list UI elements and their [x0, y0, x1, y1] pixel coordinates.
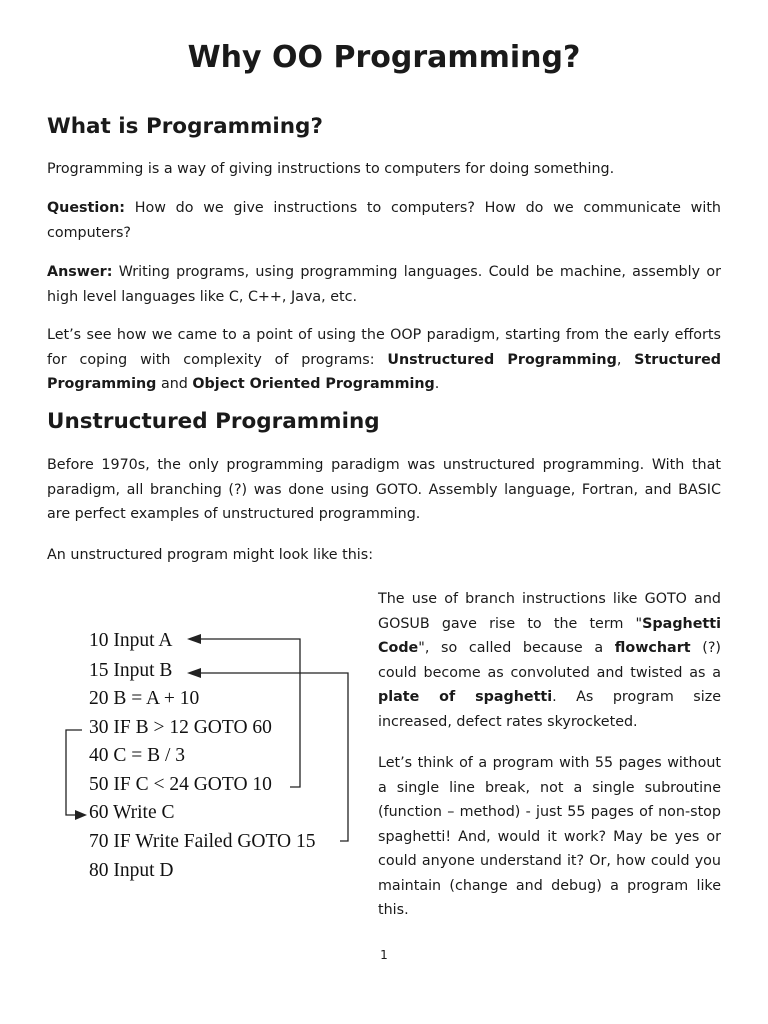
paragraph-definition: Programming is a way of giving instructions to computers for doing something. — [47, 161, 615, 177]
term-oop: Object Oriented Programming — [192, 376, 435, 392]
term-spaghetti-code: Spaghetti Code — [378, 615, 721, 656]
paragraph-example-intro: An unstructured program might look like this: — [47, 547, 374, 563]
page-title: Why OO Programming? — [187, 40, 581, 75]
spaghetti-text-3: (?) could become as convoluted and twisted as a — [378, 640, 721, 681]
answer-label: Answer: — [47, 264, 113, 280]
code-line: 20 B = A + 10 — [89, 688, 200, 709]
paragraph-answer — [47, 260, 721, 309]
paragraph-spaghetti-code — [378, 587, 721, 734]
code-line: 50 IF C < 24 GOTO 10 — [89, 774, 272, 795]
code-line: 15 Input B — [89, 660, 173, 681]
code-figure — [60, 620, 360, 890]
code-line: 60 Write C — [89, 802, 175, 823]
section-heading-what-is-programming: What is Programming? — [47, 114, 323, 139]
term-structured: Structured Programming — [47, 351, 722, 392]
term-flowchart: flowchart — [614, 640, 691, 656]
term-unstructured: Unstructured Programming — [387, 351, 617, 368]
term-plate-of-spaghetti: plate of spaghetti — [378, 689, 553, 705]
oop-text-1: Let’s see how we came to a point of using the OOP paradigm, starting from the early efforts for coping with complexity of programs: — [47, 327, 721, 368]
spaghetti-text-1: The use of branch instructions like GOTO and GOSUB gave rise to the term " — [378, 591, 721, 632]
paragraph-before-1970s: Before 1970s, the only programming paradigm was unstructured programming. With that paradigm, all branching (?) was done using GOTO. Assembly language, Fortran, and BASIC are perfect examples of unstructured programming. — [47, 457, 721, 522]
answer-text: Writing programs, using programming languages. Could be machine, assembly or high level languages like C, C++, Java, etc. — [47, 264, 721, 305]
paragraph-55-pages: Let’s think of a program with 55 pages without a single line break, not a single subroutine (function – method) - just 55 pages of non-stop spaghetti! And, would it work? May be yes or could anyone understand it? Or, how could you maintain (change and debug) a program like this. — [378, 755, 721, 918]
spaghetti-text-4: . As program size increased, defect rates skyrocketed. — [378, 689, 721, 730]
oop-text-4: . — [434, 376, 440, 392]
paragraph-oop-paradigm — [47, 323, 721, 397]
code-line: 70 IF Write Failed GOTO 15 — [89, 831, 316, 852]
code-line: 10 Input A — [89, 630, 173, 651]
oop-text-2: , — [616, 351, 635, 368]
spaghetti-text-2: ", so called because a — [418, 640, 615, 656]
paragraph-question — [47, 196, 721, 245]
question-text: How do we give instructions to computers? How do we communicate with computers? — [47, 200, 721, 241]
oop-text-3: and — [156, 376, 193, 392]
code-line: 80 Input D — [89, 860, 174, 881]
code-line: 30 IF B > 12 GOTO 60 — [89, 717, 272, 738]
code-line: 40 C = B / 3 — [89, 745, 186, 766]
page-number: 1 — [380, 948, 388, 962]
question-label: Question: — [47, 200, 125, 216]
section-heading-unstructured: Unstructured Programming — [47, 409, 380, 434]
